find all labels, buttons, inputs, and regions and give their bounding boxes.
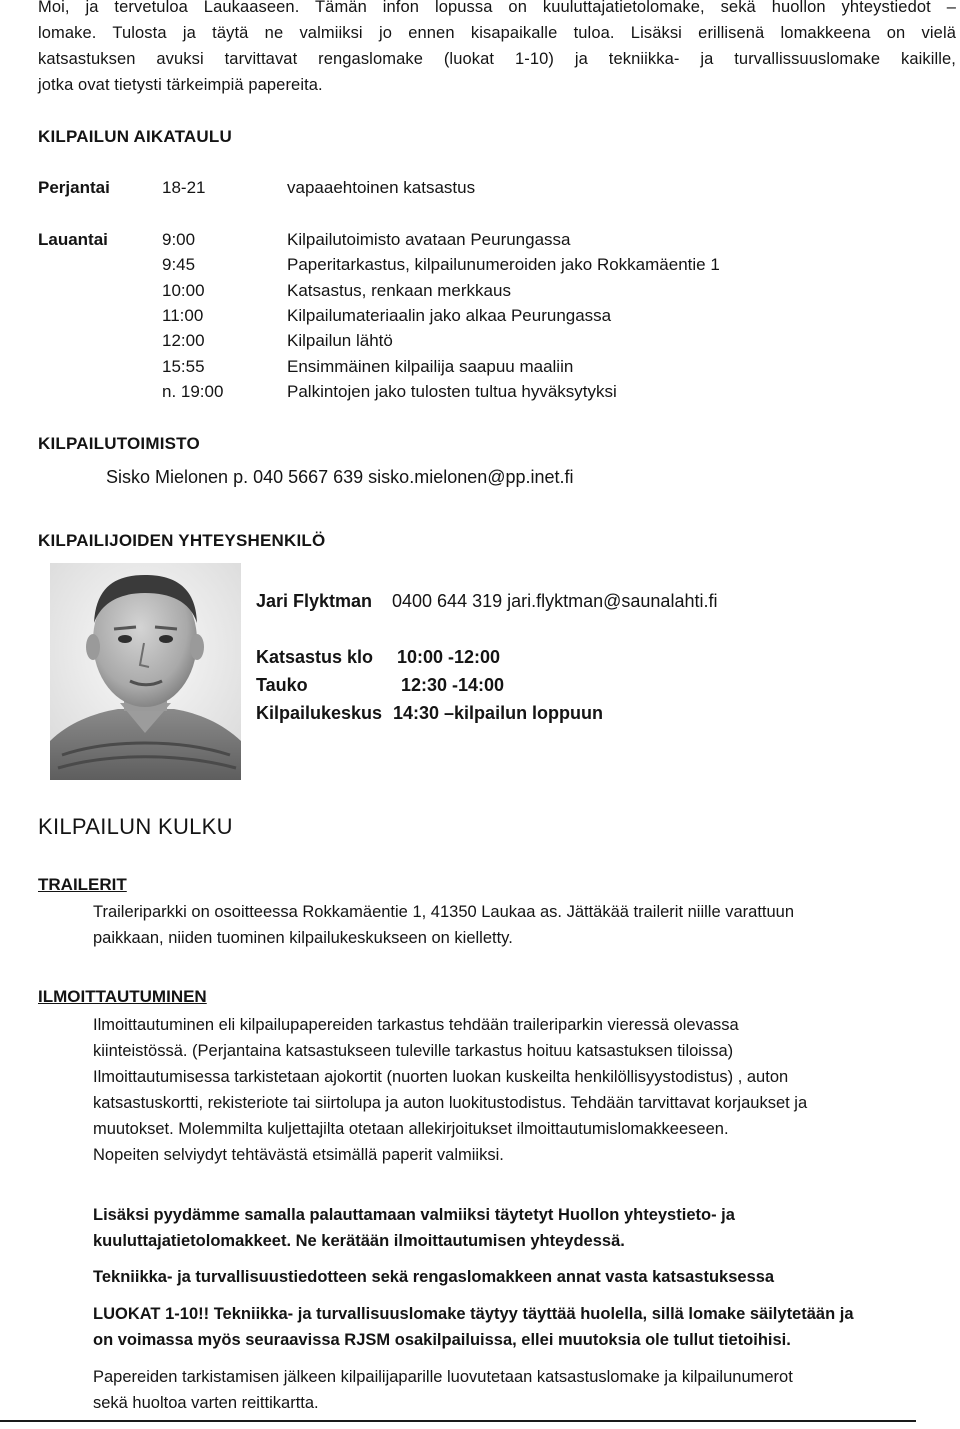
- paragraph-line: paikkaan, niiden tuominen kilpailukeskukseen on kielletty.: [93, 929, 513, 947]
- liaison-label: Kilpailukeskus: [256, 703, 383, 723]
- schedule-time: n. 19:00: [162, 382, 224, 401]
- bottom-divider: [0, 1420, 916, 1422]
- schedule-desc: Kilpailumateriaalin jako alkaa Peurungassa: [287, 306, 612, 325]
- intro-paragraph: [38, 0, 956, 98]
- intro-line: lomake. Tulosta ja täytä ne valmiiksi jo ennen kisapaikalle tuloa. Lisäksi erillisenä lomakkeena on vielä: [38, 24, 956, 42]
- kulku-title: KILPAILUN KULKU: [38, 814, 233, 839]
- schedule-desc: Katsastus, renkaan merkkaus: [287, 281, 511, 300]
- schedule-desc: Ensimmäinen kilpailija saapuu maaliin: [287, 357, 574, 376]
- schedule-time: 12:00: [162, 331, 205, 350]
- schedule-desc: Palkintojen jako tulosten tultua hyväksytyksi: [287, 382, 617, 401]
- note-classes: [93, 1301, 854, 1353]
- note-handover: [93, 1364, 793, 1416]
- paragraph-line: Ilmoittautuminen eli kilpailupapereiden tarkastus tehdään traileriparkin vieressä olevassa: [93, 1016, 739, 1034]
- schedule-desc: Kilpailun lähtö: [287, 331, 393, 350]
- paragraph-line: on voimassa myös seuraavissa RJSM osakilpailuissa, ellei muutoksia ole tullut tietoihisi.: [93, 1331, 791, 1349]
- schedule-title: KILPAILUN AIKATAULU: [38, 127, 232, 146]
- schedule-time: 9:00: [162, 230, 196, 249]
- liaison-name: Jari Flyktman: [256, 591, 373, 611]
- liaison-value: 10:00 -12:00: [397, 647, 501, 667]
- liaison-contact: 0400 644 319 jari.flyktman@saunalahti.fi: [392, 591, 718, 611]
- intro-line: Moi, ja tervetuloa Laukaaseen. Tämän infon lopussa on kuuluttajatietolomake, sekä huollon yhteystiedot –: [38, 0, 956, 16]
- note-return-forms: [93, 1202, 735, 1254]
- schedule-desc: Kilpailutoimisto avataan Peurungassa: [287, 230, 571, 249]
- trailerit-text: [93, 899, 794, 951]
- paragraph-line: Papereiden tarkistamisen jälkeen kilpailijaparille luovutetaan katsastuslomake ja kilpailunumerot: [93, 1368, 793, 1386]
- liaison-value: 12:30 -14:00: [401, 675, 505, 695]
- office-title: KILPAILUTOIMISTO: [38, 434, 200, 453]
- ilmoittautuminen-title: ILMOITTAUTUMINEN: [38, 987, 207, 1006]
- schedule-time: 15:55: [162, 357, 205, 376]
- paragraph-line: muutokset. Molemmilta kuljettajilta otetaan allekirjoitukset ilmoittautumislomakkeeseen.: [93, 1120, 729, 1138]
- saturday-label: Lauantai: [38, 230, 108, 249]
- friday-label: Perjantai: [38, 178, 110, 197]
- schedule-time: 9:45: [162, 255, 196, 274]
- friday-desc: vapaaehtoinen katsastus: [287, 178, 476, 197]
- schedule-desc: Paperitarkastus, kilpailunumeroiden jako Rokkamäentie 1: [287, 255, 720, 274]
- paragraph-line: kiinteistössä. (Perjantaina katsastukseen tuleville tarkastus hoituu katsastuksen tiloissa): [93, 1042, 734, 1060]
- liaison-title: KILPAILIJOIDEN YHTEYSHENKILÖ: [38, 531, 326, 550]
- note-bulletin: Tekniikka- ja turvallisuustiedotteen sekä rengaslomakkeen annat vasta katsastuksessa: [93, 1268, 775, 1286]
- paragraph-line: LUOKAT 1-10!! Tekniikka- ja turvallisuuslomake täytyy täyttää huolella, sillä lomake säilytetään ja: [93, 1305, 854, 1323]
- trailerit-title: TRAILERIT: [38, 875, 127, 894]
- friday-time: 18-21: [162, 178, 206, 197]
- paragraph-line: katsastuskortti, rekisteriote tai siirtolupa ja auton luokitustodistus. Tehdään tarvittavat korjaukset ja: [93, 1094, 808, 1112]
- portrait-photo-image: [50, 563, 241, 780]
- paragraph-line: sekä huoltoa varten reittikartta.: [93, 1394, 319, 1412]
- paragraph-line: kuuluttajatietolomakkeet. Ne kerätään ilmoittautumisen yhteydessä.: [93, 1232, 625, 1250]
- paragraph-line: Traileriparkki on osoitteessa Rokkamäentie 1, 41350 Laukaa as. Jättäkää trailerit niille varattuun: [93, 903, 795, 921]
- intro-line: katsastuksen avuksi tarvittavat rengaslomake (luokat 1-10) ja tekniikka- ja turvallissuuslomake kaikille,: [38, 50, 956, 68]
- ilmoittautuminen-text: [93, 1012, 807, 1168]
- paragraph-line: Nopeiten selviydyt tehtävästä etsimällä paperit valmiiksi.: [93, 1146, 504, 1164]
- paragraph-line: Ilmoittautumisessa tarkistetaan ajokortit (nuorten luokan kuskeilta henkilöllisyystodistus) , auton: [93, 1068, 789, 1086]
- liaison-label: Katsastus klo: [256, 647, 374, 667]
- paragraph-line: Lisäksi pyydämme samalla palauttamaan valmiiksi täytetyt Huollon yhteystieto- ja: [93, 1206, 735, 1224]
- liaison-value: 14:30 –kilpailun loppuun: [393, 703, 604, 723]
- intro-line: jotka ovat tietysti tärkeimpiä papereita.: [38, 76, 323, 94]
- schedule-time: 10:00: [162, 281, 205, 300]
- liaison-label: Tauko: [256, 675, 308, 695]
- office-contact: Sisko Mielonen p. 040 5667 639 sisko.mielonen@pp.inet.fi: [106, 467, 574, 487]
- portrait-photo: [50, 563, 241, 780]
- schedule-time: 11:00: [162, 306, 204, 325]
